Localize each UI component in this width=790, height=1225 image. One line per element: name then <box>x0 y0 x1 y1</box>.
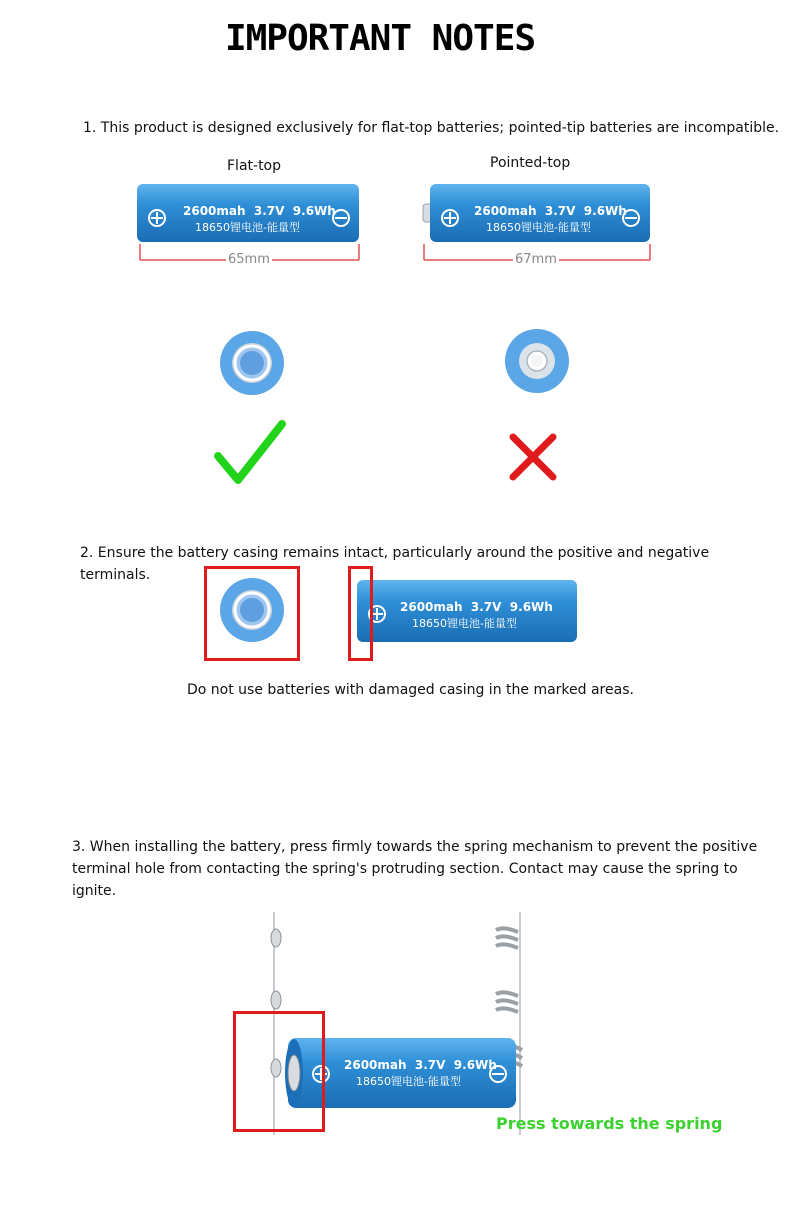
flat-top-label: Flat-top <box>227 158 282 174</box>
note-3-text: 3. When installing the battery, press firmly towards the spring mechanism to prevent the positive terminal hole from contacting the spring's protruding section. Contact may cause the spring to ignite. <box>72 839 758 899</box>
end-damage-marker <box>204 566 300 661</box>
pointed-top-capacity-text: 2600mah 3.7V 9.6Wh <box>474 204 627 218</box>
page-title: IMPORTANT NOTES <box>224 18 536 59</box>
pointed-top-length: 67mm <box>515 252 557 267</box>
flat-top-capacity-text: 2600mah 3.7V 9.6Wh <box>183 204 336 218</box>
note-2-text: 2. Ensure the battery casing remains intact, particularly around the positive and negative terminals. <box>80 545 710 583</box>
flat-top-model-text: 18650锂电池-能量型 <box>195 221 300 234</box>
check-icon <box>216 420 286 486</box>
spring-contact-marker <box>233 1011 325 1132</box>
pointed-top-end-view <box>504 328 570 394</box>
damage-battery-model-text: 18650锂电池-能量型 <box>412 617 517 630</box>
damage-caption: Do not use batteries with damaged casing in the marked areas. <box>187 682 634 698</box>
damage-battery-capacity-text: 2600mah 3.7V 9.6Wh <box>400 600 553 614</box>
cross-icon <box>509 433 557 481</box>
installed-battery-capacity-text: 2600mah 3.7V 9.6Wh <box>344 1058 497 1072</box>
spring-caption: Press towards the spring <box>496 1114 723 1133</box>
note-1-text: 1. This product is designed exclusively for flat-top batteries; pointed-tip batteries are incompatible. <box>83 120 780 136</box>
flat-top-length: 65mm <box>228 252 270 267</box>
flat-top-end-view <box>219 330 285 396</box>
pointed-top-model-text: 18650锂电池-能量型 <box>486 221 591 234</box>
casing-damage-marker <box>348 566 373 661</box>
pointed-top-label: Pointed-top <box>490 155 571 171</box>
installed-battery-model-text: 18650锂电池-能量型 <box>356 1075 461 1088</box>
